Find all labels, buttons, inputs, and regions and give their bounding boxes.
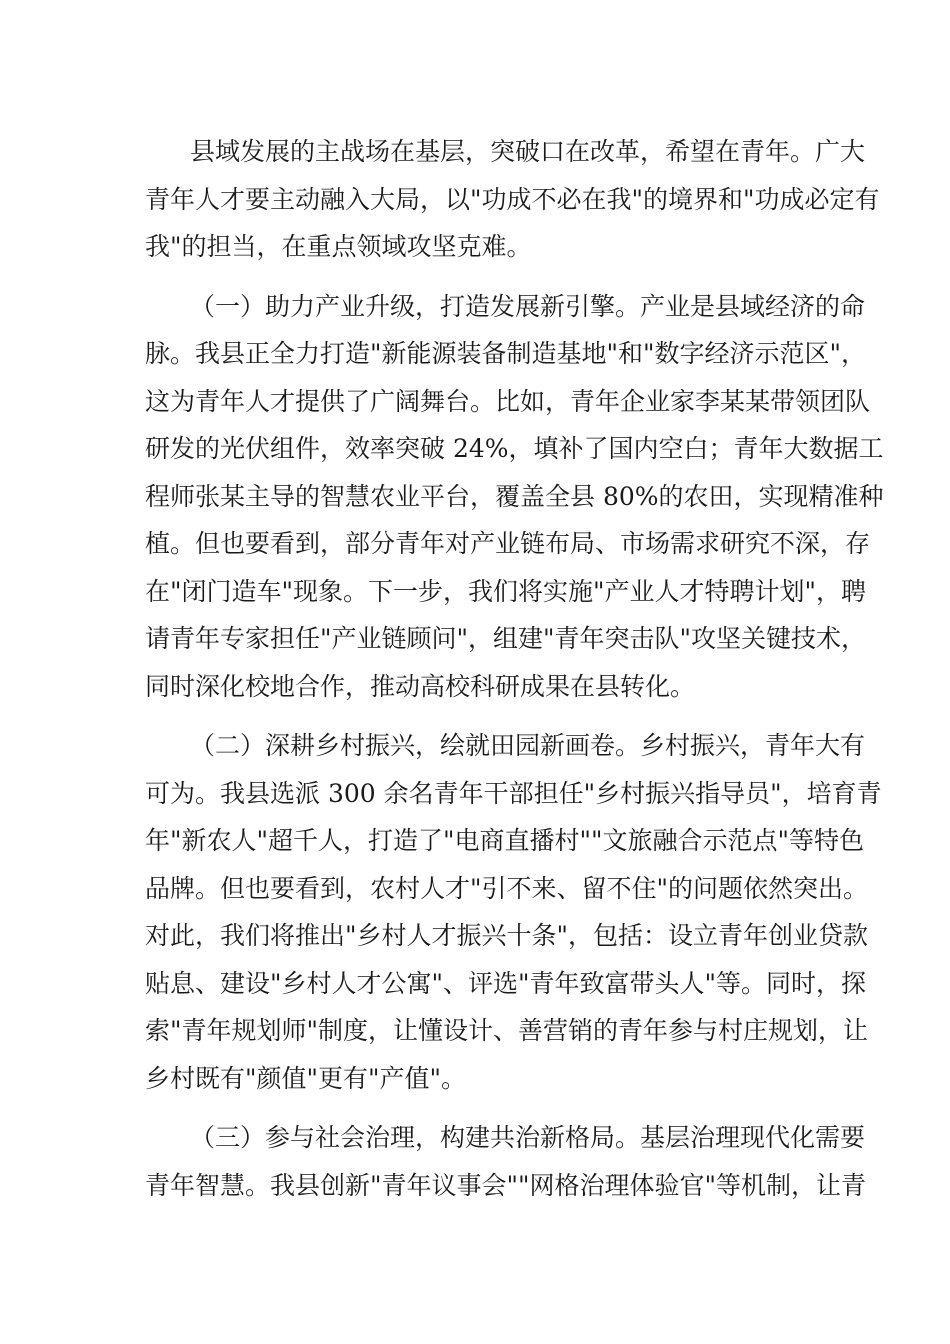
text-line: 年"新农人"超千人，打造了"电商直播村""文旅融合示范点"等特色 bbox=[145, 826, 864, 855]
text-line: 索"青年规划师"制度，让懂设计、善营销的青年参与村庄规划，让 bbox=[145, 1016, 869, 1045]
text-line: 青年人才要主动融入大局，以"功成不必在我"的境界和"功成必定有 bbox=[145, 185, 880, 214]
section-heading-line: （三）参与社会治理，构建共治新格局。基层治理现代化需要 bbox=[190, 1123, 866, 1152]
text-line: 这为青年人才提供了广阔舞台。比如，青年企业家李某某带领团队 bbox=[145, 387, 871, 416]
text-line: 乡村既有"颜值"更有"产值"。 bbox=[145, 1064, 466, 1093]
text-line: 程师张某主导的智慧农业平台，覆盖全县 80%的农田，实现精准种 bbox=[145, 482, 884, 511]
text-line: 品牌。但也要看到，农村人才"引不来、留不住"的问题依然突出。 bbox=[145, 874, 869, 903]
text-line: 脉。我县正全力打造"新能源装备制造基地"和"数字经济示范区"， bbox=[145, 339, 866, 368]
text-line: 研发的光伏组件，效率突破 24%，填补了国内空白；青年大数据工 bbox=[145, 434, 884, 463]
text-line: 贴息、建设"乡村人才公寓"、评选"青年致富带头人"等。同时，探 bbox=[145, 969, 866, 998]
section-heading-line: （二）深耕乡村振兴，绘就田园新画卷。乡村振兴，青年大有 bbox=[190, 731, 866, 760]
section-heading-line: （一）助力产业升级，打造发展新引擎。产业是县域经济的命 bbox=[190, 292, 866, 321]
text-line: 青年智慧。我县创新"青年议事会""网格治理体验官"等机制，让青 bbox=[145, 1171, 866, 1200]
text-line: 请青年专家担任"产业链顾问"，组建"青年突击队"攻坚关键技术， bbox=[145, 624, 866, 653]
text-line: 县域发展的主战场在基层，突破口在改革，希望在青年。广大 bbox=[190, 137, 866, 166]
text-line: 同时深化校地合作，推动高校科研成果在县转化。 bbox=[145, 672, 696, 701]
text-line: 可为。我县选派 300 余名青年干部担任"乡村振兴指导员"，培育青 bbox=[145, 779, 882, 808]
text-line: 对此，我们将推出"乡村人才振兴十条"，包括：设立青年创业贷款 bbox=[145, 921, 869, 950]
text-line: 在"闭门造车"现象。下一步，我们将实施"产业人才特聘计划"，聘 bbox=[145, 577, 866, 606]
text-line: 我"的担当，在重点领域攻坚克难。 bbox=[145, 232, 532, 261]
text-line: 植。但也要看到，部分青年对产业链布局、市场需求研究不深，存 bbox=[145, 529, 871, 558]
